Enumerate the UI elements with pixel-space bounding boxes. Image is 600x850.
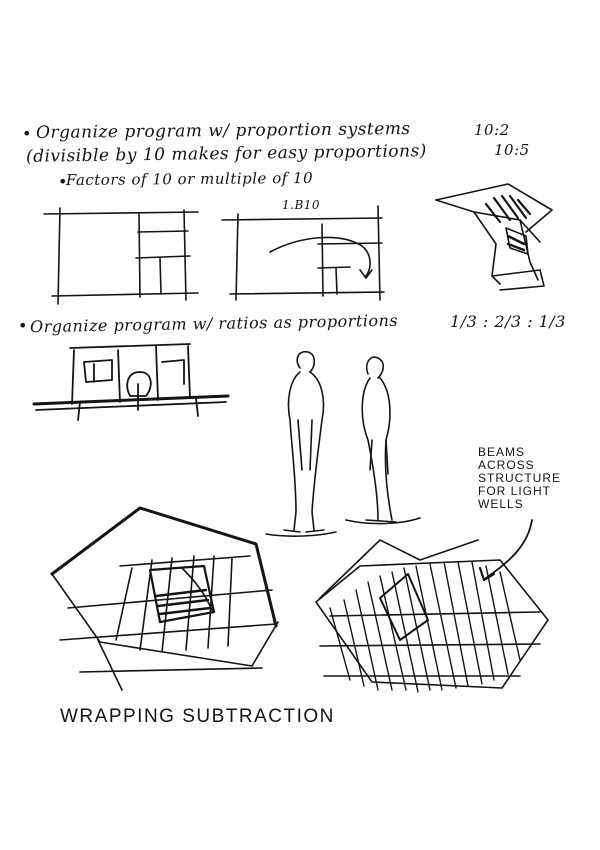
beams-annotation-line: ACROSS (478, 458, 535, 472)
section-sketch (34, 344, 228, 420)
beams-annotation-line: FOR LIGHT (478, 484, 552, 498)
bullet-mark-1: • (22, 124, 32, 143)
note-proportion-systems: Organize program w/ proportion systems (35, 119, 411, 143)
ratio-thirds: 1/3 : 2/3 : 1/3 (450, 312, 566, 331)
beams-annotation-line: BEAMS (478, 445, 526, 459)
dimension-label: 1.B10 (282, 198, 321, 212)
bullet-mark-2: • (18, 316, 28, 335)
human-figures (266, 352, 420, 536)
bullet-mark-sub: • (58, 172, 68, 191)
beams-sketch (316, 520, 548, 692)
perspective-sketch (436, 184, 552, 290)
note-factors-of-10: Factors of 10 or multiple of 10 (65, 168, 314, 190)
beams-annotation-line: STRUCTURE (478, 471, 561, 485)
wrapping-subtraction-sketch (52, 508, 278, 690)
proportion-diagram-left (44, 208, 198, 304)
ratio-10-5: 10:5 (494, 141, 530, 159)
beams-annotation (478, 446, 561, 511)
proportion-diagram-middle (222, 206, 384, 300)
note-ratios-as-proportions: Organize program w/ ratios as proportions (29, 310, 399, 337)
ratio-10-2: 10:2 (474, 121, 510, 139)
beams-annotation-line: WELLS (478, 497, 524, 511)
note-divisible-by-10: (divisible by 10 makes for easy proportions) (25, 141, 428, 167)
wrapping-subtraction-caption: WRAPPING SUBTRACTION (60, 706, 335, 727)
